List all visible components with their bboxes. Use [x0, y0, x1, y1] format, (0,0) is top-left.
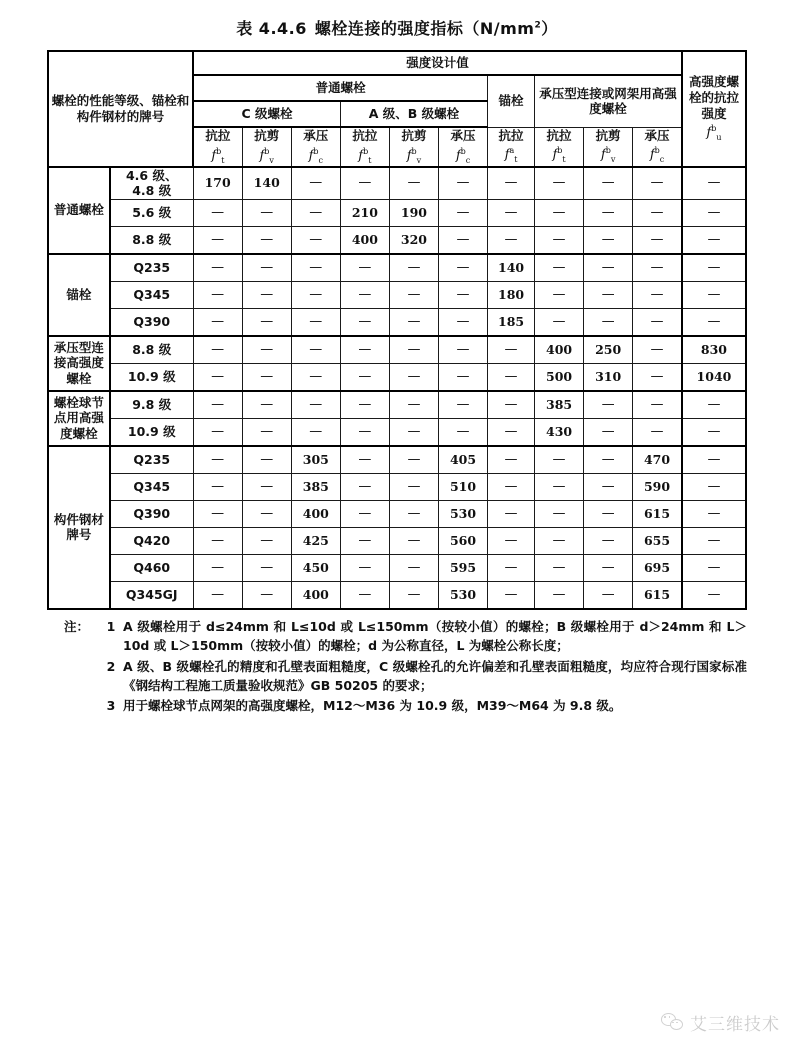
note-item	[47, 657, 747, 696]
cell-empty: —	[193, 199, 242, 226]
row-label: Q345GJ	[110, 581, 193, 609]
cell-empty: —	[242, 254, 291, 282]
cell-empty: —	[389, 281, 438, 308]
cell-empty: —	[389, 554, 438, 581]
row-label: Q420	[110, 527, 193, 554]
cell-empty: —	[488, 418, 535, 446]
cell-empty: —	[389, 446, 438, 474]
cell-empty: —	[193, 336, 242, 364]
cell-empty: —	[535, 554, 584, 581]
cell-empty: —	[389, 391, 438, 419]
table-row	[48, 446, 746, 474]
cell-empty: —	[389, 473, 438, 500]
cell-value: 830	[682, 336, 746, 364]
table-row	[48, 254, 746, 282]
header-bearing-or-grid-hsb: 承压型连接或网架用高强度螺栓	[535, 75, 682, 127]
row-label: Q235	[110, 254, 193, 282]
cell-empty: —	[535, 446, 584, 474]
cell-empty: —	[291, 363, 340, 391]
cell-empty: —	[389, 254, 438, 282]
cell-empty: —	[584, 500, 633, 527]
row-group-label: 构件钢材牌号	[48, 446, 110, 609]
cell-empty: —	[193, 446, 242, 474]
cell-empty: —	[633, 308, 682, 336]
note-text: A 级、B 级螺栓孔的精度和孔壁表面粗糙度，C 级螺栓孔的允许偏差和孔壁表面粗糙度，均应符合现行国家标准《钢结构工程施工质量验收规范》GB 50205 的要求；	[123, 658, 747, 693]
symbol-fvb-ab: $f^b_v$	[406, 146, 422, 165]
header-c-shear	[242, 127, 291, 167]
header-grade-ab-bolt: A 级、B 级螺栓	[340, 101, 487, 127]
header-hsb-shear-text: 抗剪	[595, 127, 621, 143]
cell-empty: —	[682, 254, 746, 282]
row-label: Q345	[110, 473, 193, 500]
cell-empty: —	[682, 527, 746, 554]
cell-empty: —	[291, 281, 340, 308]
cell-empty: —	[535, 281, 584, 308]
cell-empty: —	[682, 554, 746, 581]
cell-value: 655	[633, 527, 682, 554]
cell-empty: —	[193, 527, 242, 554]
cell-empty: —	[633, 336, 682, 364]
cell-empty: —	[340, 500, 389, 527]
table-row	[48, 363, 746, 391]
cell-empty: —	[389, 581, 438, 609]
cell-empty: —	[584, 418, 633, 446]
cell-empty: —	[242, 554, 291, 581]
cell-empty: —	[535, 199, 584, 226]
cell-empty: —	[242, 308, 291, 336]
cell-empty: —	[584, 199, 633, 226]
cell-value: 430	[535, 418, 584, 446]
title-unit-exponent: 2	[534, 20, 542, 31]
symbol-ftb-hsb: $f^b_t$	[552, 146, 566, 165]
cell-empty: —	[584, 308, 633, 336]
cell-empty: —	[340, 167, 389, 200]
header-hsb-tension-text: 抗拉	[546, 127, 572, 143]
cell-value: 400	[291, 500, 340, 527]
header-ab-tension	[340, 127, 389, 167]
cell-empty: —	[242, 336, 291, 364]
cell-empty: —	[584, 446, 633, 474]
header-c-shear-text: 抗剪	[254, 128, 280, 143]
cell-empty: —	[682, 199, 746, 226]
cell-empty: —	[389, 363, 438, 391]
cell-empty: —	[488, 500, 535, 527]
page-title	[0, 0, 794, 50]
cell-empty: —	[291, 308, 340, 336]
cell-empty: —	[439, 254, 488, 282]
header-ab-shear-text: 抗剪	[401, 128, 427, 143]
header-row-label-column: 螺栓的性能等级、锚栓和构件钢材的牌号	[48, 51, 193, 167]
table-row	[48, 281, 746, 308]
cell-value: 695	[633, 554, 682, 581]
cell-empty: —	[389, 308, 438, 336]
cell-empty: —	[633, 363, 682, 391]
cell-empty: —	[340, 581, 389, 609]
cell-empty: —	[242, 473, 291, 500]
bolt-strength-table	[47, 50, 747, 610]
cell-empty: —	[535, 254, 584, 282]
cell-value: 595	[439, 554, 488, 581]
cell-empty: —	[535, 527, 584, 554]
cell-value: 500	[535, 363, 584, 391]
cell-empty: —	[242, 446, 291, 474]
cell-empty: —	[682, 446, 746, 474]
cell-value: 510	[439, 473, 488, 500]
cell-value: 250	[584, 336, 633, 364]
cell-empty: —	[584, 473, 633, 500]
cell-empty: —	[439, 308, 488, 336]
strength-index-table-wrapper	[47, 50, 747, 610]
note-text: 用于螺栓球节点网架的高强度螺栓，M12～M36 为 10.9 级，M39～M64 为 9.8 级。	[123, 698, 622, 714]
cell-empty: —	[439, 167, 488, 200]
note-item	[47, 696, 747, 715]
cell-value: 590	[633, 473, 682, 500]
cell-empty: —	[193, 363, 242, 391]
header-row-band1	[48, 51, 746, 75]
row-group-label: 螺栓球节点用高强度螺栓	[48, 391, 110, 446]
row-group-label: 锚栓	[48, 254, 110, 336]
table-notes	[47, 617, 747, 716]
cell-value: 140	[488, 254, 535, 282]
cell-empty: —	[584, 254, 633, 282]
symbol-fcb-c: $f^b_c$	[308, 146, 324, 165]
cell-empty: —	[193, 581, 242, 609]
cell-value: 1040	[682, 363, 746, 391]
cell-empty: —	[340, 527, 389, 554]
header-c-tension	[193, 127, 242, 167]
cell-empty: —	[488, 473, 535, 500]
cell-empty: —	[439, 226, 488, 254]
table-row	[48, 473, 746, 500]
note-text: A 级螺栓用于 d≤24mm 和 L≤10d 或 L≤150mm（按较小值）的螺栓；B 级螺栓用于 d＞24mm 和 L＞10d 或 L＞150mm（按较小值）的螺栓；d 为公称直径，L 为螺栓公称长度；	[123, 618, 747, 654]
symbol-fvb-hsb: $f^b_v$	[600, 146, 616, 165]
header-ab-shear	[389, 127, 438, 167]
note-item	[47, 617, 747, 656]
row-label: Q460	[110, 554, 193, 581]
cell-empty: —	[633, 226, 682, 254]
symbol-fcb-hsb: $f^b_c$	[649, 146, 665, 165]
cell-value: 400	[340, 226, 389, 254]
cell-value: 450	[291, 554, 340, 581]
symbol-fta-anchor: $f^a_t$	[504, 146, 518, 165]
cell-empty: —	[340, 308, 389, 336]
cell-value: 310	[584, 363, 633, 391]
row-label: 5.6 级	[110, 199, 193, 226]
cell-empty: —	[193, 254, 242, 282]
row-label: Q390	[110, 308, 193, 336]
row-label: 10.9 级	[110, 363, 193, 391]
cell-empty: —	[633, 254, 682, 282]
symbol-fub: $f^b_u$	[706, 124, 722, 143]
cell-value: 425	[291, 527, 340, 554]
cell-value: 400	[535, 336, 584, 364]
cell-empty: —	[682, 418, 746, 446]
header-hsb-bearing	[633, 127, 682, 167]
cell-value: 470	[633, 446, 682, 474]
cell-value: 180	[488, 281, 535, 308]
header-anchor-tension-text: 抗拉	[498, 127, 524, 143]
title-unit-open: （N/mm	[463, 19, 535, 38]
table-number: 表 4.4.6	[236, 19, 307, 38]
cell-empty: —	[193, 308, 242, 336]
cell-value: 190	[389, 199, 438, 226]
cell-empty: —	[535, 308, 584, 336]
cell-empty: —	[488, 226, 535, 254]
cell-empty: —	[340, 418, 389, 446]
table-row	[48, 336, 746, 364]
cell-empty: —	[242, 500, 291, 527]
row-label: 8.8 级	[110, 336, 193, 364]
cell-empty: —	[682, 473, 746, 500]
header-hsb-bearing-text: 承压	[644, 127, 670, 143]
cell-empty: —	[291, 254, 340, 282]
cell-empty: —	[193, 418, 242, 446]
cell-empty: —	[633, 199, 682, 226]
row-label: 4.6 级、 4.8 级	[110, 167, 193, 200]
cell-empty: —	[633, 418, 682, 446]
cell-value: 530	[439, 500, 488, 527]
cell-value: 615	[633, 581, 682, 609]
cell-empty: —	[193, 226, 242, 254]
cell-empty: —	[340, 281, 389, 308]
cell-empty: —	[242, 391, 291, 419]
cell-empty: —	[682, 167, 746, 200]
cell-empty: —	[584, 391, 633, 419]
cell-empty: —	[193, 281, 242, 308]
row-label: 8.8 级	[110, 226, 193, 254]
header-ab-bearing	[439, 127, 488, 167]
table-title-text: 螺栓连接的强度指标	[314, 19, 464, 38]
cell-empty: —	[584, 554, 633, 581]
symbol-ftb-c: $f^b_t$	[211, 146, 225, 165]
header-anchor-tension	[488, 127, 535, 167]
header-hsb-tension	[535, 127, 584, 167]
row-label: 10.9 级	[110, 418, 193, 446]
table-row	[48, 554, 746, 581]
header-ab-tension-text: 抗拉	[352, 128, 378, 143]
watermark-text: 艾三维技术	[690, 1015, 780, 1035]
table-row	[48, 308, 746, 336]
cell-value: 615	[633, 500, 682, 527]
header-c-tension-text: 抗拉	[205, 128, 231, 143]
cell-empty: —	[535, 473, 584, 500]
cell-empty: —	[340, 473, 389, 500]
note-number: 1	[106, 618, 116, 634]
table-row	[48, 527, 746, 554]
cell-empty: —	[682, 308, 746, 336]
watermark	[661, 1010, 780, 1035]
cell-value: 170	[193, 167, 242, 200]
cell-empty: —	[488, 363, 535, 391]
cell-empty: —	[439, 281, 488, 308]
cell-empty: —	[291, 336, 340, 364]
header-anchor-bolt: 锚栓	[488, 75, 535, 127]
cell-empty: —	[488, 581, 535, 609]
cell-empty: —	[291, 226, 340, 254]
cell-empty: —	[389, 167, 438, 200]
cell-empty: —	[242, 418, 291, 446]
table-body	[48, 167, 746, 609]
title-unit-close: ）	[541, 19, 558, 38]
header-grade-c-bolt: C 级螺栓	[193, 101, 340, 127]
header-ab-bearing-text: 承压	[450, 128, 476, 143]
cell-value: 400	[291, 581, 340, 609]
cell-value: 305	[291, 446, 340, 474]
cell-empty: —	[389, 500, 438, 527]
cell-value: 385	[535, 391, 584, 419]
cell-empty: —	[584, 581, 633, 609]
cell-empty: —	[242, 199, 291, 226]
cell-empty: —	[291, 418, 340, 446]
cell-empty: —	[291, 167, 340, 200]
row-label: 9.8 级	[110, 391, 193, 419]
cell-empty: —	[535, 167, 584, 200]
cell-empty: —	[682, 226, 746, 254]
cell-empty: —	[439, 418, 488, 446]
table-row	[48, 500, 746, 527]
cell-empty: —	[291, 391, 340, 419]
row-label: Q235	[110, 446, 193, 474]
symbol-fvb-c: $f^b_v$	[259, 146, 274, 165]
cell-empty: —	[242, 281, 291, 308]
table-row	[48, 199, 746, 226]
cell-empty: —	[242, 363, 291, 391]
cell-empty: —	[488, 446, 535, 474]
cell-empty: —	[584, 281, 633, 308]
cell-empty: —	[682, 581, 746, 609]
cell-empty: —	[193, 554, 242, 581]
cell-empty: —	[633, 167, 682, 200]
cell-empty: —	[439, 199, 488, 226]
cell-empty: —	[682, 391, 746, 419]
cell-empty: —	[584, 167, 633, 200]
cell-empty: —	[340, 336, 389, 364]
table-row	[48, 167, 746, 200]
header-hsb-tensile-strength	[682, 51, 746, 167]
cell-empty: —	[682, 281, 746, 308]
note-number: 3	[106, 698, 116, 714]
wechat-icon	[661, 1013, 683, 1032]
symbol-fcb-ab: $f^b_c$	[455, 146, 471, 165]
cell-empty: —	[340, 363, 389, 391]
cell-empty: —	[242, 226, 291, 254]
header-design-value: 强度设计值	[193, 51, 682, 75]
table-row	[48, 581, 746, 609]
cell-empty: —	[389, 527, 438, 554]
cell-value: 560	[439, 527, 488, 554]
row-label: Q390	[110, 500, 193, 527]
cell-empty: —	[439, 336, 488, 364]
cell-value: 385	[291, 473, 340, 500]
cell-empty: —	[633, 281, 682, 308]
header-ordinary-bolt: 普通螺栓	[193, 75, 487, 101]
cell-empty: —	[193, 500, 242, 527]
cell-empty: —	[193, 473, 242, 500]
cell-empty: —	[439, 363, 488, 391]
cell-empty: —	[488, 527, 535, 554]
table-row	[48, 226, 746, 254]
notes-label: 注：	[63, 618, 89, 634]
header-c-bearing	[291, 127, 340, 167]
cell-empty: —	[340, 254, 389, 282]
cell-empty: —	[439, 391, 488, 419]
cell-empty: —	[682, 500, 746, 527]
header-hsb-tensile-strength-text: 高强度螺栓的抗拉强度	[688, 74, 739, 121]
cell-empty: —	[535, 226, 584, 254]
cell-empty: —	[389, 418, 438, 446]
cell-empty: —	[193, 391, 242, 419]
table-row	[48, 418, 746, 446]
cell-empty: —	[291, 199, 340, 226]
cell-empty: —	[340, 391, 389, 419]
cell-value: 140	[242, 167, 291, 200]
row-group-label: 承压型连接高强度螺栓	[48, 336, 110, 391]
row-group-label: 普通螺栓	[48, 167, 110, 254]
note-number: 2	[106, 658, 116, 674]
cell-empty: —	[584, 527, 633, 554]
header-c-bearing-text: 承压	[303, 128, 329, 143]
cell-value: 210	[340, 199, 389, 226]
cell-empty: —	[535, 500, 584, 527]
cell-value: 320	[389, 226, 438, 254]
cell-empty: —	[584, 226, 633, 254]
cell-empty: —	[488, 554, 535, 581]
cell-empty: —	[488, 199, 535, 226]
cell-value: 185	[488, 308, 535, 336]
symbol-ftb-ab: $f^b_t$	[358, 146, 372, 165]
cell-empty: —	[340, 554, 389, 581]
cell-empty: —	[242, 581, 291, 609]
cell-empty: —	[340, 446, 389, 474]
cell-empty: —	[488, 391, 535, 419]
table-row	[48, 391, 746, 419]
cell-value: 530	[439, 581, 488, 609]
row-label: Q345	[110, 281, 193, 308]
cell-empty: —	[389, 336, 438, 364]
cell-empty: —	[633, 391, 682, 419]
cell-empty: —	[535, 581, 584, 609]
header-hsb-shear	[584, 127, 633, 167]
cell-empty: —	[488, 167, 535, 200]
cell-empty: —	[488, 336, 535, 364]
cell-value: 405	[439, 446, 488, 474]
cell-empty: —	[242, 527, 291, 554]
